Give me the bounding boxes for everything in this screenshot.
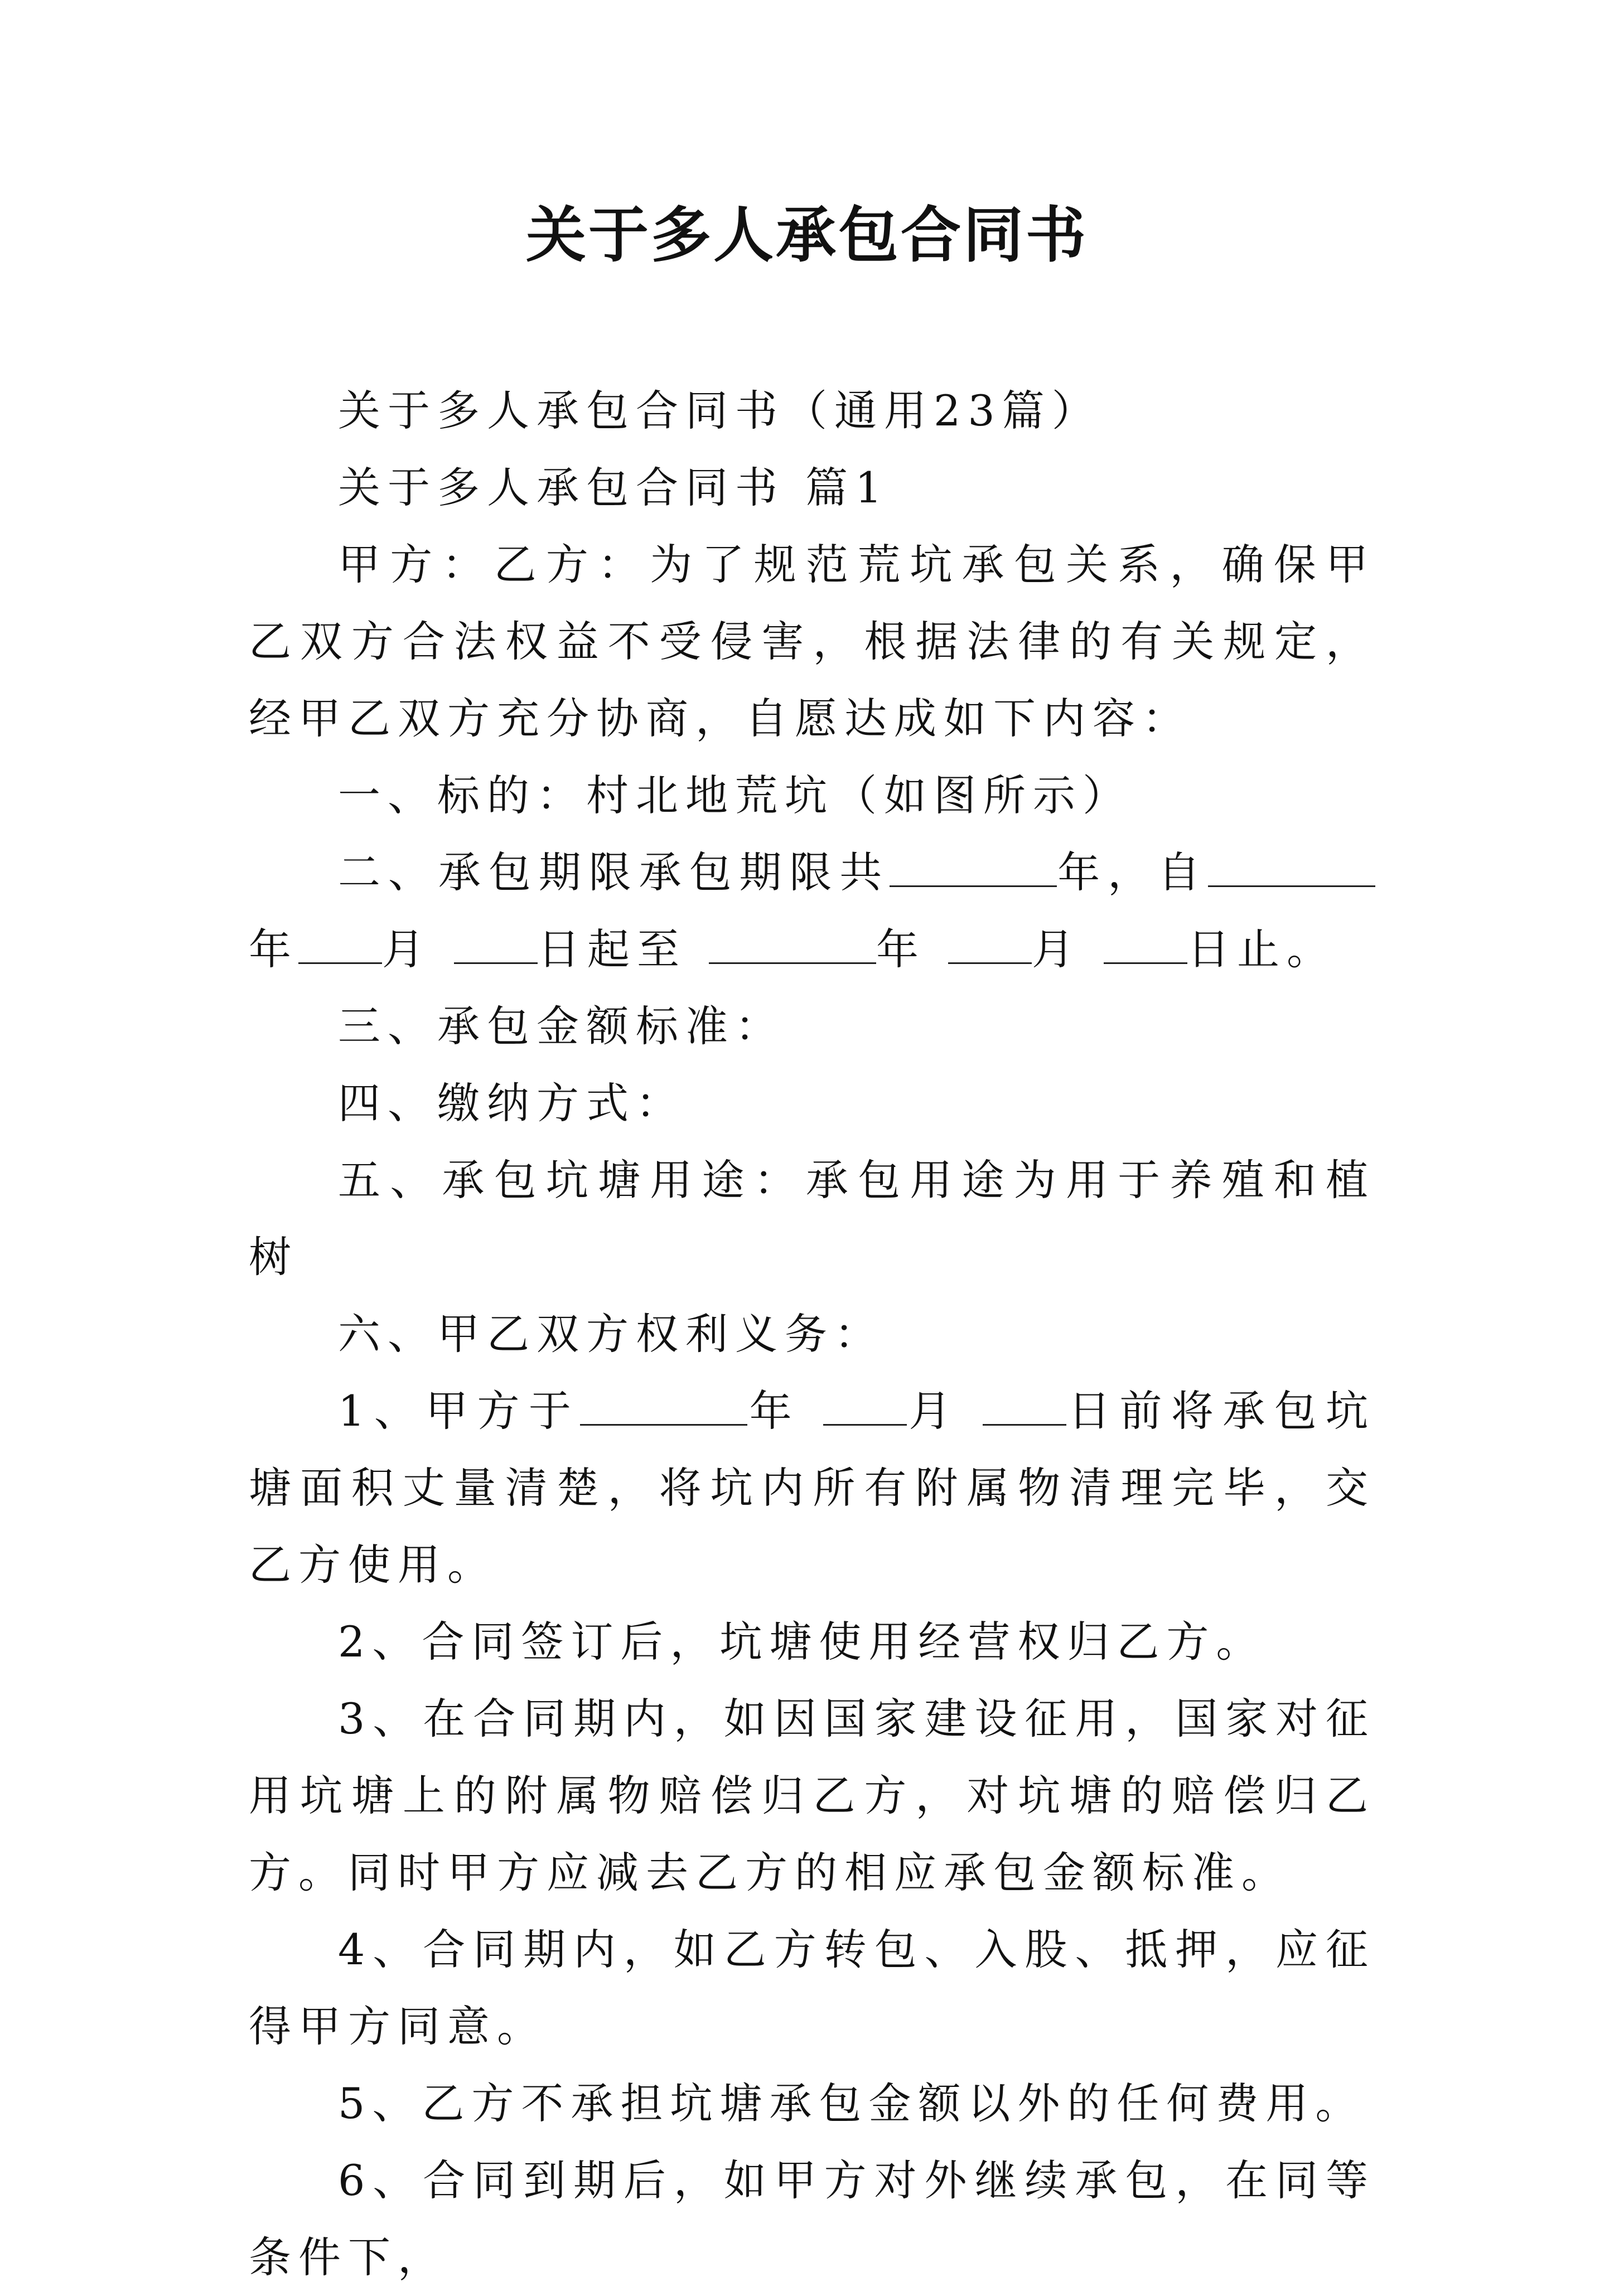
item1-text-3: 月 bbox=[907, 1386, 960, 1436]
item1-text-1: 1、甲方于 bbox=[338, 1386, 581, 1436]
term-text-8: 日止。 bbox=[1187, 924, 1336, 974]
term-text-2: 年，自 bbox=[1057, 847, 1209, 897]
term-text-7: 月 bbox=[1032, 924, 1081, 974]
paragraph-clause-rights: 六、甲乙双方权利义务： bbox=[338, 1309, 884, 1359]
paragraph-item-5: 5、乙方不承担坑塘承包金额以外的任何费用。 bbox=[338, 2079, 1365, 2128]
blank-start-month[interactable] bbox=[298, 928, 382, 964]
term-text-5: 日起至 bbox=[538, 924, 687, 974]
paragraph-clause-subject: 一、标的：村北地荒坑（如图所示） bbox=[338, 771, 1132, 820]
term-text-1: 二、承包期限承包期限共 bbox=[338, 847, 890, 897]
paragraph-clause-usage: 五、承包坑塘用途：承包用途为用于养殖和植树 bbox=[249, 1155, 1375, 1282]
item1-text-4: 日前将承包坑塘面积丈量清楚，将坑内所有附属物清理完毕，交乙方使用。 bbox=[249, 1386, 1376, 1590]
term-text-3: 年 bbox=[249, 924, 298, 974]
paragraph-subtitle: 关于多人承包合同书（通用23篇） bbox=[338, 386, 1101, 435]
blank-handover-month[interactable] bbox=[823, 1389, 907, 1426]
item1-text-2: 年 bbox=[747, 1386, 801, 1436]
paragraph-item-2: 2、合同签订后，坑塘使用经营权归乙方。 bbox=[338, 1617, 1266, 1667]
paragraph-clause-amount: 三、承包金额标准： bbox=[338, 1001, 785, 1051]
blank-end-day[interactable] bbox=[1104, 928, 1187, 964]
paragraph-section-heading: 关于多人承包合同书 篇1 bbox=[338, 463, 890, 512]
paragraph-preamble: 甲方：乙方：为了规范荒坑承包关系，确保甲乙双方合法权益不受侵害，根据法律的有关规定，经甲乙双方充分协商，自愿达成如下内容： bbox=[249, 540, 1375, 743]
paragraph-item-3: 3、在合同期内，如因国家建设征用，国家对征用坑塘上的附属物赔偿归乙方，对坑塘的赔偿归乙方。同时甲方应减去乙方的相应承包金额标准。 bbox=[249, 1694, 1375, 1897]
term-text-4: 月 bbox=[382, 924, 432, 974]
blank-end-month[interactable] bbox=[948, 928, 1032, 964]
document-title: 关于多人承包合同书 bbox=[525, 200, 1088, 270]
paragraph-item-1 bbox=[249, 1373, 1375, 1604]
document-body bbox=[249, 372, 1375, 2296]
paragraph-item-6: 6、合同到期后，如甲方对外继续承包，在同等条件下， bbox=[249, 2155, 1375, 2282]
blank-years[interactable] bbox=[890, 851, 1057, 887]
blank-end-year[interactable] bbox=[709, 928, 876, 964]
blank-start-year[interactable] bbox=[1208, 851, 1375, 887]
paragraph-clause-term bbox=[249, 834, 1375, 988]
blank-handover-day[interactable] bbox=[983, 1389, 1066, 1426]
term-text-6: 年 bbox=[876, 924, 926, 974]
blank-handover-year[interactable] bbox=[580, 1389, 747, 1426]
blank-start-day[interactable] bbox=[454, 928, 538, 964]
paragraph-clause-payment: 四、缴纳方式： bbox=[338, 1078, 685, 1128]
paragraph-item-4: 4、合同期内，如乙方转包、入股、抵押，应征得甲方同意。 bbox=[249, 1925, 1375, 2051]
